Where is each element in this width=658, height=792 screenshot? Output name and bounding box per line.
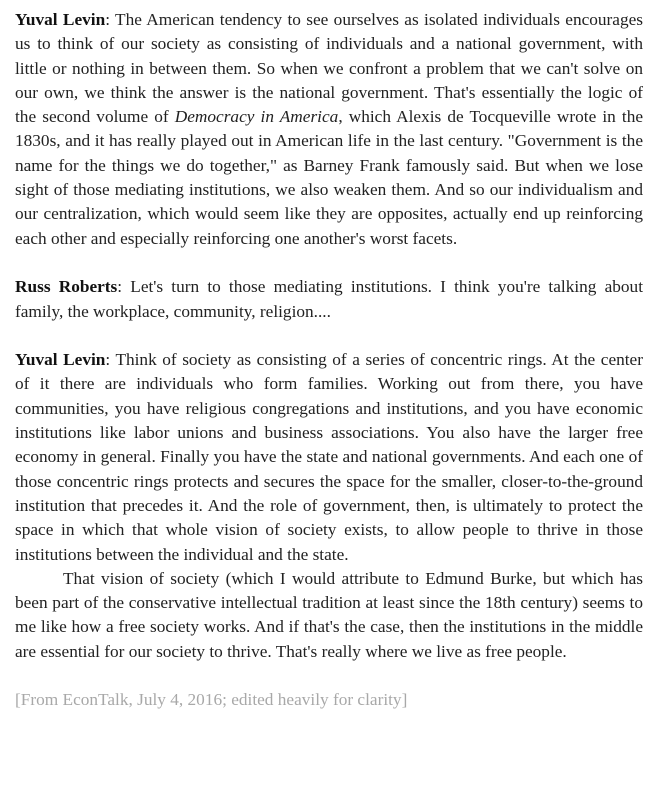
speaker-colon: : [105,10,116,29]
transcript-paragraph-levin-2 [15,348,643,567]
transcript-paragraph-levin-1 [15,8,643,251]
transcript-paragraph-levin-continuation: That vision of society (which I would attribute to Edmund Burke, but which has been part of the conservative intellectual tradition at least since the 18th century) seems to me like how a free society works. And if that's the case, then the institutions in the middle are essential for our society to thrive. That's really where we live as free people. [15,568,643,661]
speaker-colon: : [117,277,131,297]
paragraph-text: Think of society as consisting of a series of concentric rings. At the center of it there are individuals who form families. Working out from there, you have communities, you have religious congregations and institutions, and you have economic institutions like labor unions and business associations. You also have the larger free economy in general. Finally you have the state and national governments. And each one of those concentric rings protects and secures the space for the smaller, closer-to-the-ground institution that precedes it. And the role of government, then, is ultimately to protect the space in which that whole vision of society exists, to allow people to thrive in those institutions between the individual and the state. [15,350,643,564]
speaker-name: Yuval Levin [15,10,106,29]
paragraph-text: , which Alexis de Tocqueville wrote in the 1830s, and it has really played out in American life in the last century. "Government is the name for the things we do together," as Barney Frank famously said. But when we lose sight of those mediating institutions, we also weaken them. And so our individualism and our centralization, which would seem like they are opposites, actually end up reinforcing each other and especially reinforcing one another's worst facets. [15,107,644,248]
book-title: Democracy in America [174,107,339,127]
transcript-paragraph-roberts [15,275,643,324]
paragraph-text: The American tendency to see ourselves as isolated individuals encourages us to think of our society as consisting of individuals and a national government, with little or nothing in between them. So when we confront a problem that we can't solve on our own, we think the answer is the national government. That's essentially the logic of the second volume of [15,10,643,127]
speaker-name: Russ Roberts [15,277,118,297]
source-attribution: [From EconTalk, July 4, 2016; edited heavily for clarity] [15,690,408,710]
speaker-name: Yuval Levin [15,350,106,370]
speaker-colon: : [105,350,116,370]
paragraph-text: Let's turn to those mediating institutions. I think you're talking about family, the workplace, community, religion.... [15,277,643,321]
